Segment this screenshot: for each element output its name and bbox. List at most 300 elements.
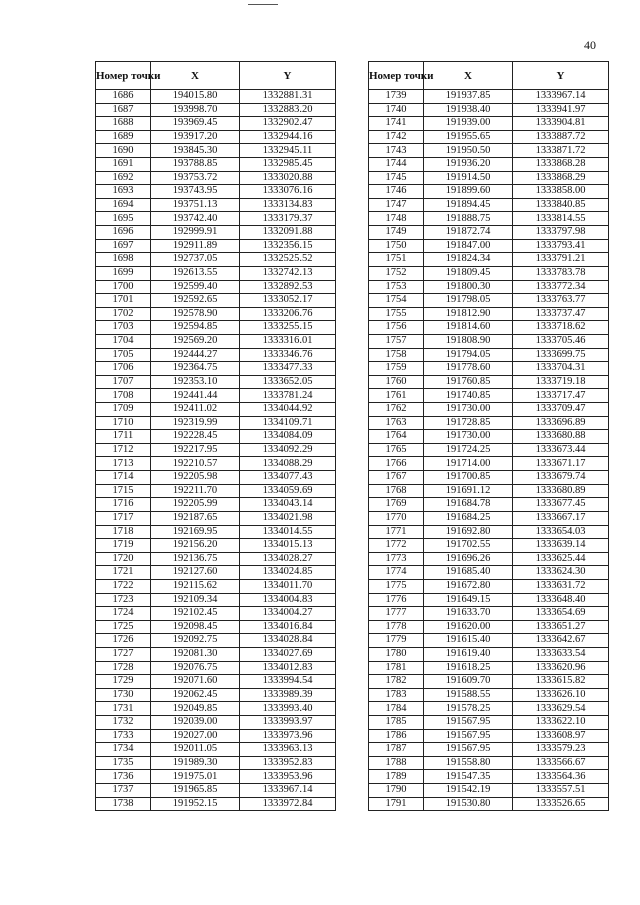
x-coordinate-cell: 192210.57 (151, 457, 240, 471)
y-coordinate-cell: 1333858.00 (513, 185, 609, 199)
x-coordinate-cell: 192115.62 (151, 579, 240, 593)
table-row (369, 280, 609, 294)
point-number-cell: 1784 (369, 702, 424, 716)
x-coordinate-cell: 192613.55 (151, 266, 240, 280)
x-coordinate-cell: 191939.00 (424, 117, 513, 131)
point-number-cell: 1781 (369, 661, 424, 675)
x-coordinate-cell: 192999.91 (151, 226, 240, 240)
point-number-cell: 1705 (96, 348, 151, 362)
y-coordinate-cell: 1333871.72 (513, 144, 609, 158)
table-row (369, 511, 609, 525)
x-coordinate-cell: 191794.05 (424, 348, 513, 362)
table-row (96, 430, 336, 444)
table-row (96, 321, 336, 335)
point-number-cell: 1749 (369, 226, 424, 240)
y-coordinate-cell: 1333737.47 (513, 307, 609, 321)
x-coordinate-cell: 191778.60 (424, 362, 513, 376)
y-coordinate-cell: 1334015.13 (240, 539, 336, 553)
point-number-cell: 1778 (369, 620, 424, 634)
y-coordinate-header: Y (513, 62, 609, 90)
x-coordinate-cell: 191615.40 (424, 634, 513, 648)
y-coordinate-cell: 1334014.55 (240, 525, 336, 539)
x-coordinate-cell: 191899.60 (424, 185, 513, 199)
point-number-cell: 1755 (369, 307, 424, 321)
point-number-cell: 1732 (96, 716, 151, 730)
y-coordinate-cell: 1333652.05 (240, 375, 336, 389)
point-number-cell: 1735 (96, 756, 151, 770)
point-number-cell: 1717 (96, 511, 151, 525)
point-number-cell: 1772 (369, 539, 424, 553)
table-row (96, 294, 336, 308)
x-coordinate-cell: 192205.98 (151, 471, 240, 485)
y-coordinate-cell: 1334059.69 (240, 484, 336, 498)
y-coordinate-cell: 1333564.36 (513, 770, 609, 784)
y-coordinate-cell: 1333705.46 (513, 334, 609, 348)
table-row (96, 280, 336, 294)
y-coordinate-cell: 1334044.92 (240, 403, 336, 417)
x-coordinate-cell: 192169.95 (151, 525, 240, 539)
x-coordinate-cell: 193845.30 (151, 144, 240, 158)
point-number-cell: 1706 (96, 362, 151, 376)
point-number-cell: 1745 (369, 171, 424, 185)
x-coordinate-cell: 192127.60 (151, 566, 240, 580)
x-coordinate-cell: 191728.85 (424, 416, 513, 430)
y-coordinate-cell: 1333673.44 (513, 443, 609, 457)
point-number-cell: 1741 (369, 117, 424, 131)
table-row (96, 525, 336, 539)
x-coordinate-cell: 191692.80 (424, 525, 513, 539)
y-coordinate-cell: 1333679.74 (513, 471, 609, 485)
x-coordinate-cell: 191894.45 (424, 198, 513, 212)
table-row (369, 539, 609, 553)
y-coordinate-cell: 1334027.69 (240, 647, 336, 661)
table-row (96, 416, 336, 430)
x-coordinate-cell: 191937.85 (424, 90, 513, 104)
x-coordinate-cell: 193969.45 (151, 117, 240, 131)
x-coordinate-cell: 191691.12 (424, 484, 513, 498)
x-coordinate-cell: 191588.55 (424, 688, 513, 702)
y-coordinate-cell: 1332985.45 (240, 158, 336, 172)
y-coordinate-cell: 1333868.28 (513, 158, 609, 172)
x-coordinate-cell: 192098.45 (151, 620, 240, 634)
table-row (369, 620, 609, 634)
point-number-cell: 1737 (96, 784, 151, 798)
table-row (96, 498, 336, 512)
y-coordinate-cell: 1333791.21 (513, 253, 609, 267)
table-row (96, 443, 336, 457)
point-number-cell: 1764 (369, 430, 424, 444)
point-number-cell: 1703 (96, 321, 151, 335)
table-row (369, 579, 609, 593)
y-coordinate-cell: 1332091.88 (240, 226, 336, 240)
x-coordinate-cell: 191847.00 (424, 239, 513, 253)
table-row (369, 403, 609, 417)
y-coordinate-cell: 1333633.54 (513, 647, 609, 661)
point-number-cell: 1731 (96, 702, 151, 716)
point-number-cell: 1786 (369, 729, 424, 743)
x-coordinate-cell: 192039.00 (151, 716, 240, 730)
table-row (369, 212, 609, 226)
point-number-cell: 1762 (369, 403, 424, 417)
y-coordinate-cell: 1333639.14 (513, 539, 609, 553)
table-row (96, 552, 336, 566)
point-number-cell: 1759 (369, 362, 424, 376)
point-number-cell: 1783 (369, 688, 424, 702)
table-row (369, 334, 609, 348)
point-number-cell: 1748 (369, 212, 424, 226)
y-coordinate-cell: 1333626.10 (513, 688, 609, 702)
table-row (369, 90, 609, 104)
y-coordinate-cell: 1334024.85 (240, 566, 336, 580)
y-coordinate-cell: 1333763.77 (513, 294, 609, 308)
table-row (369, 457, 609, 471)
table-row (96, 307, 336, 321)
x-coordinate-cell: 191914.50 (424, 171, 513, 185)
x-coordinate-cell: 192353.10 (151, 375, 240, 389)
point-number-cell: 1691 (96, 158, 151, 172)
table-row (369, 158, 609, 172)
table-row (96, 756, 336, 770)
x-coordinate-cell: 192109.34 (151, 593, 240, 607)
y-coordinate-cell: 1333642.67 (513, 634, 609, 648)
point-number-cell: 1750 (369, 239, 424, 253)
y-coordinate-cell: 1333814.55 (513, 212, 609, 226)
table-row (96, 579, 336, 593)
x-coordinate-cell: 191714.00 (424, 457, 513, 471)
point-number-cell: 1780 (369, 647, 424, 661)
table-row (369, 362, 609, 376)
y-coordinate-cell: 1333973.96 (240, 729, 336, 743)
y-coordinate-cell: 1333680.89 (513, 484, 609, 498)
point-number-cell: 1697 (96, 239, 151, 253)
point-number-cell: 1692 (96, 171, 151, 185)
point-number-cell: 1723 (96, 593, 151, 607)
point-number-cell: 1782 (369, 675, 424, 689)
point-number-cell: 1716 (96, 498, 151, 512)
x-coordinate-cell: 192592.65 (151, 294, 240, 308)
y-coordinate-cell: 1333076.16 (240, 185, 336, 199)
y-coordinate-cell: 1333134.83 (240, 198, 336, 212)
y-coordinate-cell: 1334088.29 (240, 457, 336, 471)
table-row (96, 226, 336, 240)
x-coordinate-cell: 193751.13 (151, 198, 240, 212)
table-row (369, 185, 609, 199)
point-number-cell: 1768 (369, 484, 424, 498)
x-coordinate-cell: 192049.85 (151, 702, 240, 716)
x-coordinate-cell: 191730.00 (424, 403, 513, 417)
x-coordinate-cell: 191618.25 (424, 661, 513, 675)
y-coordinate-cell: 1333654.03 (513, 525, 609, 539)
point-number-cell: 1761 (369, 389, 424, 403)
point-number-cell: 1729 (96, 675, 151, 689)
point-number-header: Номер точки (96, 62, 151, 90)
table-row (96, 797, 336, 811)
point-number-cell: 1765 (369, 443, 424, 457)
table-row (369, 688, 609, 702)
x-coordinate-cell: 194015.80 (151, 90, 240, 104)
table-row (96, 348, 336, 362)
table-row (369, 797, 609, 811)
y-coordinate-cell: 1332944.16 (240, 130, 336, 144)
point-number-cell: 1770 (369, 511, 424, 525)
table-row (96, 457, 336, 471)
x-coordinate-cell: 191702.55 (424, 539, 513, 553)
x-coordinate-cell: 191798.05 (424, 294, 513, 308)
point-number-cell: 1690 (96, 144, 151, 158)
point-number-cell: 1752 (369, 266, 424, 280)
x-coordinate-cell: 192737.05 (151, 253, 240, 267)
table-row (369, 647, 609, 661)
point-number-cell: 1776 (369, 593, 424, 607)
table-header-row (96, 62, 336, 90)
table-row (369, 525, 609, 539)
point-number-cell: 1724 (96, 607, 151, 621)
x-coordinate-cell: 191672.80 (424, 579, 513, 593)
table-row (369, 226, 609, 240)
table-row (369, 593, 609, 607)
table-row (369, 253, 609, 267)
y-coordinate-cell: 1333963.13 (240, 743, 336, 757)
point-number-cell: 1694 (96, 198, 151, 212)
header-rule (248, 4, 278, 5)
y-coordinate-cell: 1333206.76 (240, 307, 336, 321)
point-number-cell: 1753 (369, 280, 424, 294)
point-number-cell: 1720 (96, 552, 151, 566)
point-number-cell: 1707 (96, 375, 151, 389)
point-number-cell: 1730 (96, 688, 151, 702)
point-number-cell: 1736 (96, 770, 151, 784)
y-coordinate-cell: 1333797.98 (513, 226, 609, 240)
table-row (369, 566, 609, 580)
table-row (369, 471, 609, 485)
point-number-cell: 1757 (369, 334, 424, 348)
y-coordinate-cell: 1333994.54 (240, 675, 336, 689)
table-row (96, 103, 336, 117)
x-coordinate-cell: 193743.95 (151, 185, 240, 199)
x-coordinate-cell: 192092.75 (151, 634, 240, 648)
point-number-cell: 1728 (96, 661, 151, 675)
x-coordinate-cell: 191724.25 (424, 443, 513, 457)
table-row (96, 362, 336, 376)
x-coordinate-cell: 191730.00 (424, 430, 513, 444)
table-row (369, 634, 609, 648)
point-number-cell: 1700 (96, 280, 151, 294)
x-coordinate-cell: 192594.85 (151, 321, 240, 335)
table-row (96, 743, 336, 757)
y-coordinate-cell: 1333052.17 (240, 294, 336, 308)
y-coordinate-cell: 1333717.47 (513, 389, 609, 403)
x-coordinate-cell: 192444.27 (151, 348, 240, 362)
x-coordinate-cell: 192578.90 (151, 307, 240, 321)
y-coordinate-cell: 1333719.18 (513, 375, 609, 389)
y-coordinate-cell: 1333608.97 (513, 729, 609, 743)
point-number-cell: 1695 (96, 212, 151, 226)
table-row (369, 375, 609, 389)
y-coordinate-cell: 1333793.41 (513, 239, 609, 253)
point-number-cell: 1767 (369, 471, 424, 485)
table-row (369, 144, 609, 158)
y-coordinate-cell: 1332892.53 (240, 280, 336, 294)
point-number-cell: 1791 (369, 797, 424, 811)
x-coordinate-cell: 191965.85 (151, 784, 240, 798)
x-coordinate-cell: 192599.40 (151, 280, 240, 294)
table-row (96, 266, 336, 280)
y-coordinate-cell: 1333316.01 (240, 334, 336, 348)
x-coordinate-cell: 191685.40 (424, 566, 513, 580)
y-coordinate-cell: 1333941.97 (513, 103, 609, 117)
y-coordinate-cell: 1334084.09 (240, 430, 336, 444)
point-number-cell: 1696 (96, 226, 151, 240)
x-coordinate-cell: 192441.44 (151, 389, 240, 403)
point-number-cell: 1704 (96, 334, 151, 348)
x-coordinate-cell: 191936.20 (424, 158, 513, 172)
table-row (369, 443, 609, 457)
table-row (96, 471, 336, 485)
point-number-cell: 1718 (96, 525, 151, 539)
x-coordinate-cell: 191619.40 (424, 647, 513, 661)
point-number-cell: 1693 (96, 185, 151, 199)
point-number-cell: 1698 (96, 253, 151, 267)
x-coordinate-cell: 191649.15 (424, 593, 513, 607)
table-row (369, 743, 609, 757)
table-row (369, 498, 609, 512)
y-coordinate-cell: 1332525.52 (240, 253, 336, 267)
y-coordinate-cell: 1333887.72 (513, 130, 609, 144)
point-number-cell: 1769 (369, 498, 424, 512)
table-row (96, 484, 336, 498)
y-coordinate-cell: 1333704.31 (513, 362, 609, 376)
y-coordinate-cell: 1334043.14 (240, 498, 336, 512)
y-coordinate-cell: 1333952.83 (240, 756, 336, 770)
table-row (96, 90, 336, 104)
point-number-cell: 1756 (369, 321, 424, 335)
y-coordinate-cell: 1333967.14 (513, 90, 609, 104)
table-row (369, 130, 609, 144)
x-coordinate-cell: 192211.70 (151, 484, 240, 498)
y-coordinate-cell: 1333904.81 (513, 117, 609, 131)
y-coordinate-cell: 1334004.83 (240, 593, 336, 607)
y-coordinate-cell: 1334028.84 (240, 634, 336, 648)
y-coordinate-cell: 1333557.51 (513, 784, 609, 798)
y-coordinate-cell: 1333840.85 (513, 198, 609, 212)
table-row (369, 389, 609, 403)
x-coordinate-cell: 191567.95 (424, 743, 513, 757)
y-coordinate-cell: 1334011.70 (240, 579, 336, 593)
table-row (96, 607, 336, 621)
point-number-cell: 1740 (369, 103, 424, 117)
x-coordinate-cell: 193788.85 (151, 158, 240, 172)
x-coordinate-cell: 191633.70 (424, 607, 513, 621)
y-coordinate-cell: 1333020.88 (240, 171, 336, 185)
point-number-cell: 1787 (369, 743, 424, 757)
x-coordinate-cell: 191578.25 (424, 702, 513, 716)
x-coordinate-cell: 192102.45 (151, 607, 240, 621)
x-coordinate-cell: 192205.99 (151, 498, 240, 512)
x-coordinate-cell: 191567.95 (424, 729, 513, 743)
table-row (369, 307, 609, 321)
y-coordinate-cell: 1333620.96 (513, 661, 609, 675)
x-coordinate-cell: 191814.60 (424, 321, 513, 335)
table-row (96, 375, 336, 389)
x-coordinate-cell: 192569.20 (151, 334, 240, 348)
y-coordinate-cell: 1334004.27 (240, 607, 336, 621)
table-row (96, 539, 336, 553)
y-coordinate-cell: 1333622.10 (513, 716, 609, 730)
x-coordinate-cell: 191955.65 (424, 130, 513, 144)
x-coordinate-cell: 191812.90 (424, 307, 513, 321)
table-row (369, 239, 609, 253)
x-coordinate-cell: 192156.20 (151, 539, 240, 553)
point-number-cell: 1777 (369, 607, 424, 621)
y-coordinate-cell: 1333868.29 (513, 171, 609, 185)
point-number-cell: 1738 (96, 797, 151, 811)
x-coordinate-cell: 192136.75 (151, 552, 240, 566)
point-number-cell: 1702 (96, 307, 151, 321)
table-row (96, 716, 336, 730)
y-coordinate-cell: 1332356.15 (240, 239, 336, 253)
x-coordinate-cell: 193917.20 (151, 130, 240, 144)
x-coordinate-cell: 191809.45 (424, 266, 513, 280)
table-row (369, 661, 609, 675)
table-row (96, 566, 336, 580)
point-number-cell: 1747 (369, 198, 424, 212)
point-number-cell: 1709 (96, 403, 151, 417)
y-coordinate-cell: 1333677.45 (513, 498, 609, 512)
y-coordinate-cell: 1333967.14 (240, 784, 336, 798)
point-number-cell: 1763 (369, 416, 424, 430)
table-row (96, 158, 336, 172)
x-coordinate-cell: 192411.02 (151, 403, 240, 417)
point-number-cell: 1733 (96, 729, 151, 743)
table-row (96, 688, 336, 702)
y-coordinate-cell: 1333255.15 (240, 321, 336, 335)
y-coordinate-cell: 1333477.33 (240, 362, 336, 376)
y-coordinate-cell: 1333772.34 (513, 280, 609, 294)
y-coordinate-cell: 1333696.89 (513, 416, 609, 430)
x-coordinate-cell: 192217.95 (151, 443, 240, 457)
x-coordinate-cell: 191824.34 (424, 253, 513, 267)
point-number-cell: 1722 (96, 579, 151, 593)
table-row (96, 389, 336, 403)
y-coordinate-cell: 1332742.13 (240, 266, 336, 280)
y-coordinate-cell: 1333179.37 (240, 212, 336, 226)
x-coordinate-cell: 191696.26 (424, 552, 513, 566)
table-row (369, 675, 609, 689)
y-coordinate-cell: 1334012.83 (240, 661, 336, 675)
point-number-cell: 1721 (96, 566, 151, 580)
table-row (96, 403, 336, 417)
x-coordinate-cell: 192187.65 (151, 511, 240, 525)
page-number: 40 (584, 38, 596, 52)
table-row (96, 253, 336, 267)
table-row (96, 130, 336, 144)
x-coordinate-cell: 193753.72 (151, 171, 240, 185)
point-number-cell: 1708 (96, 389, 151, 403)
x-coordinate-cell: 191684.78 (424, 498, 513, 512)
point-number-cell: 1774 (369, 566, 424, 580)
y-coordinate-cell: 1332881.31 (240, 90, 336, 104)
x-coordinate-cell: 191684.25 (424, 511, 513, 525)
x-coordinate-cell: 192076.75 (151, 661, 240, 675)
point-number-cell: 1726 (96, 634, 151, 648)
point-number-cell: 1789 (369, 770, 424, 784)
y-coordinate-cell: 1334077.43 (240, 471, 336, 485)
x-coordinate-cell: 191808.90 (424, 334, 513, 348)
table-row (96, 729, 336, 743)
table-row (96, 675, 336, 689)
point-number-cell: 1790 (369, 784, 424, 798)
y-coordinate-cell: 1333709.47 (513, 403, 609, 417)
